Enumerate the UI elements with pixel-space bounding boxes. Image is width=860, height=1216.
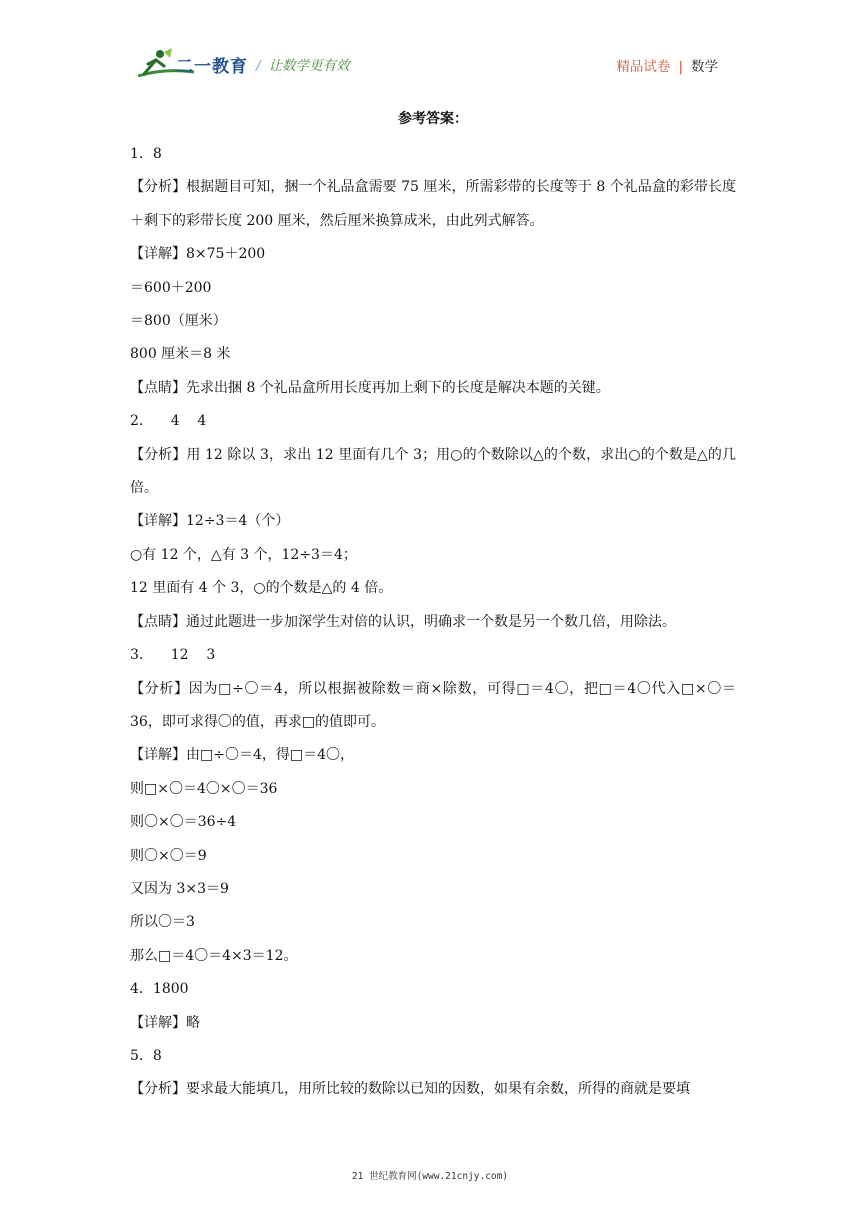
answer-content (130, 104, 736, 1107)
answer-line: ＝800（厘米） (130, 313, 227, 330)
answer-line: 则〇×〇＝36÷4 (130, 814, 237, 831)
answer-line: 所以〇＝3 (130, 914, 195, 931)
page-header (0, 0, 860, 100)
header-slogan (256, 54, 350, 74)
header-subject: 数学 (691, 59, 718, 75)
answer-line: 800 厘米＝8 米 (130, 346, 231, 363)
answer-line: 【分析】根据题目可知，捆一个礼品盒需要 75 厘米，所需彩带的长度等于 8 个礼品盒的彩带长度＋剩下的彩带长度 200 厘米，然后厘米换算成米，由此列式解答。 (130, 179, 736, 229)
answer-line: 那么□＝4〇＝4×3＝12。 (130, 947, 298, 964)
answer-line: 又因为 3×3＝9 (130, 880, 229, 897)
answer-line: 5．8 (130, 1047, 162, 1064)
header-separator: | (678, 59, 683, 75)
answer-line: 则□×〇＝4〇×〇＝36 (130, 780, 278, 797)
answer-line: 【点睛】通过此题进一步加深学生对倍的认识，明确求一个数是另一个数几倍，用除法。 (130, 613, 676, 630)
answer-line: ＝600＋200 (130, 279, 212, 296)
answer-line: ○有 12 个，△有 3 个，12÷3＝4； (130, 546, 357, 563)
answer-line: 3． 12 3 (130, 647, 216, 664)
slogan-text: 让数学更有效 (268, 58, 350, 74)
answer-line: 【详解】12÷3＝4（个） (130, 513, 290, 530)
answer-line: 【详解】8×75＋200 (130, 246, 266, 263)
page-title: 参考答案： (398, 111, 468, 127)
answer-line: 【详解】略 (130, 1014, 200, 1031)
answer-line: 【详解】由□÷〇＝4，得□＝4〇， (130, 747, 354, 764)
answer-line: 【分析】用 12 除以 3，求出 12 里面有几个 3；用○的个数除以△的个数，求出○的个数是△的几倍。 (130, 446, 736, 497)
page-footer: 21 世纪教育网(www.21cnjy.com) (351, 1171, 509, 1182)
logo-text: 二一教育 (176, 57, 248, 77)
header-tag: 精品试卷 (616, 59, 671, 75)
slogan-slash-icon: / (256, 58, 261, 74)
answer-line: 12 里面有 4 个 3，○的个数是△的 4 倍。 (130, 580, 393, 597)
answer-line: 2． 4 4 (130, 413, 207, 430)
answer-line: 4．1800 (130, 981, 189, 998)
answer-line: 则〇×〇＝9 (130, 847, 207, 864)
header-right (616, 55, 718, 75)
answer-line: 【分析】因为□÷〇＝4，所以根据被除数＝商×除数，可得□＝4〇，把□＝4〇代入□×〇＝36，即可求得〇的值，再求□的值即可。 (130, 680, 736, 730)
answer-line: 【点睛】先求出捆 8 个礼品盒所用长度再加上剩下的长度是解决本题的关键。 (130, 379, 610, 396)
answer-line: 【分析】要求最大能填几，用所比较的数除以已知的因数，如果有余数，所得的商就是要填 (130, 1081, 690, 1098)
answer-line: 1．8 (130, 146, 162, 162)
